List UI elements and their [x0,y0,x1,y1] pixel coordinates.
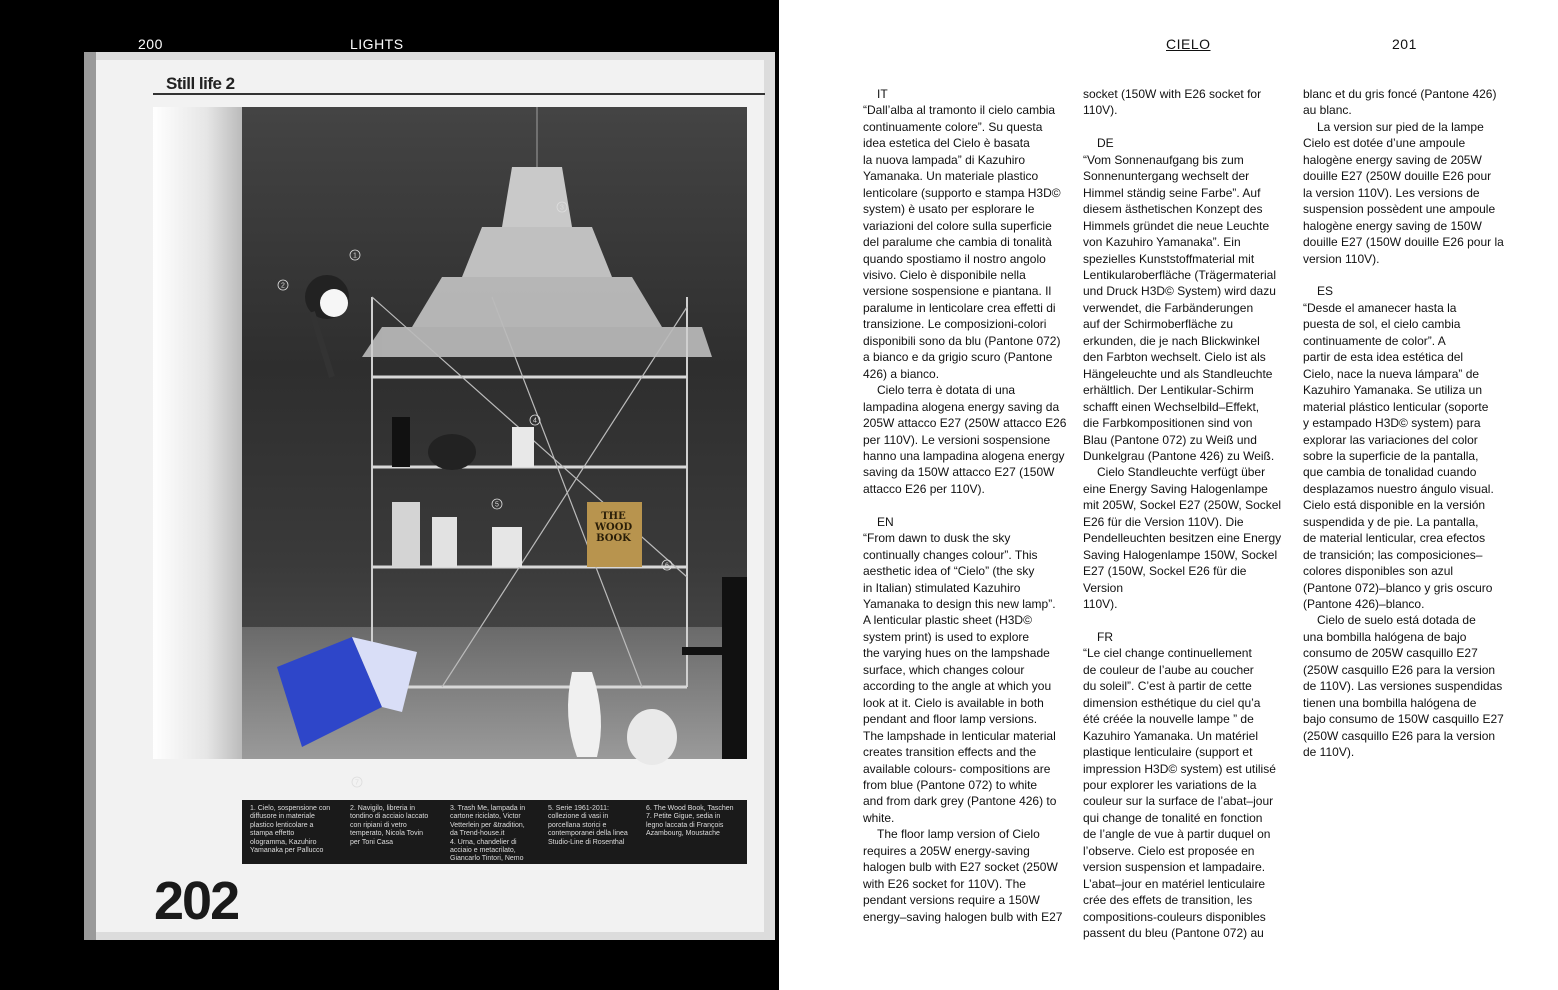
paragraph-de-2: Cielo Standleuchte verfügt über eine Energy Saving Halogenlampe mit 205W, Sockel E27 (250W, Sockel E26 für die Version 110V). Die Pendelleuchten besitzen eine Energy Saving Halogenlampe 150W, Sockel E27 (150W, Sockel E26 für die Version 110V). [1083,465,1282,612]
caption-4: 5. Serie 1961-2011: collezione di vasi in porcellana storici e contemporanei della linea Studio-Line di Rosenthal [548,805,628,846]
paragraph-en-continued: socket (150W with E26 socket for 110V). [1083,87,1262,118]
text-column-3 [1303,86,1509,761]
scan-heading: Still life 2 [166,74,235,93]
paragraph-fr-continued: blanc et du gris foncé (Pantone 426) au blanc. [1303,87,1497,118]
callout-number: 7 [355,779,359,787]
heading-rule [153,93,765,95]
callout-number: 3 [560,204,564,212]
paragraph-de-1: “Vom Sonnenaufgang bis zum Sonnenuntergang wechselt der Himmel ständig seine Farbe”. Auf diesem ästhetischen Konzept des Himmels gründet die neue Leuchte von Kazuhiro Yamanaka”. Ein spezielles Kunststoffmaterial mit Lentikularoberfläche (Trägermaterial und Druck H3D© System) wird dazu verwendet, die Farbänderungen auf der Schirmoberfläche zu erkunden, die je nach Blickwinkel den Farbton wechselt. Cielo ist als Hängeleuchte und als Standleuchte erhältlich. Der Lentikular-Schirm schafft einen Wechselbild–Effekt, die Farbkompositionen sind von Blau (Pantone 072) zu Weiß und Dunkelgrau (Pantone 426) zu Weiß. [1083,152,1276,463]
paragraph-fr-2: La version sur pied de la lampe Cielo est dotée d’une ampoule halogène energy saving de 205W douille E27 (250W douille E26 pour la version 110V). Les versions de suspension possèdent une ampoule halogène energy saving de 150W douille E27 (150W douille E26 pour la version 110V). [1303,119,1504,266]
callout-number: 1 [353,252,357,260]
callout-number: 6 [665,562,669,570]
scanned-magazine-page [84,52,775,940]
paragraph-es-2: Cielo de suelo está dotada de una bombilla halógena de bajo consumo de 205W casquillo E27 (250W casquillo E26 para la version de 110V). Las versiones suspendidas tienen una bombilla halógena de bajo consumo de 150W casquillo E27 (250W casquillo E26 para la version de 110V). [1303,613,1504,760]
caption-3: 3. Trash Me, lampada in cartone riciclato, Victor Vetterlein per &tradition, da Trend-house.it 4. Urna, chandelier di acciaio e metacrilato, Giancarlo Tintori, Nemo [450,805,526,863]
paragraph-it-1: “Dall’alba al tramonto il cielo cambia continuamente colore”. Su questa idea estetica del Cielo è basata la nuova lampada” di Kazuhiro Yamanaka. Un materiale plastico lenticolare (supporto e stampa H3D© system) è usato per esplorare le variazioni del colore sulla superficie del paralume che cambia di tonalità quando spostiamo il nostro angolo visivo. Cielo è disponibile nella versione sospensione e piantana. Il paralume in lenticolare crea effetti di transizione. Le composizioni-colori disponibili sono da blu (Pantone 072) a bianco e da grigio scuro (Pantone 426) a bianco. [863,103,1061,381]
right-page [779,0,1558,990]
page-edge-shadow [84,52,96,940]
scan-page-surface [96,60,764,932]
section-title-right: CIELO [1166,36,1211,52]
caption-5: 6. The Wood Book, Taschen 7. Petite Gigue, sedia in legno laccata di François Azambourg, Moustache [646,805,734,838]
caption-2: 2. Navigilo, libreria in tondino di acciaio laccato con ripiani di vetro temperato, Nicola Tovin per Toni Casa [350,805,429,846]
lang-label-it: IT [877,87,888,101]
text-column-1 [863,86,1069,925]
callout-number: 2 [281,282,285,290]
lang-label-de: DE [1097,136,1114,151]
wood-book-title: THE WOOD BOOK [594,511,633,544]
still-life-photo [242,107,747,787]
callout-number: 5 [495,501,499,509]
page-number-left: 200 [138,36,163,52]
section-title-left: LIGHTS [350,36,404,52]
lang-label-en: EN [877,514,894,529]
paragraph-es-1: “Desde el amanecer hasta la puesta de sol, el cielo cambia continuamente de color”. A partir de esta idea estética del Cielo, nace la nueva lámpara” de Kazuhiro Yamanaka. Se utiliza un material plástico lenticular (soporte y estampado H3D© system) para explorar las variaciones del color sobre la superficie de la pantalla, que cambia de tonalidad cuando desplazamos nuestro ángulo visual. Cielo está disponible en la versión suspendida y de pie. La pantalla, de material lenticular, crea efectos de transición; las composiciones– colores disponibles son azul (Pantone 072)–blanco y gris oscuro (Pantone 426)–blanco. [1303,300,1494,612]
paragraph-en-2: The floor lamp version of Cielo requires a 205W energy-saving halogen bulb with E27 socket (250W with E26 socket for 110V). The pendant versions require a 150W energy–saving halogen bulb with E27 [863,827,1063,924]
photo-window-light [153,107,242,759]
still-life-illustration [242,107,747,787]
lang-label-fr: FR [1097,629,1113,644]
callout-number: 4 [533,417,537,425]
photo-captions [242,800,747,864]
lang-label-es: ES [1317,284,1334,299]
paragraph-it-2: Cielo terra è dotata di una lampadina alogena energy saving da 205W attacco E27 (250W attacco E26 per 110V). Le versioni sospensione hanno una lampadina alogena energy saving da 150W attacco E27 (150W attacco E26 per 110V). [863,383,1067,496]
paragraph-fr-1: “Le ciel change continuellement de couleur de l’aube au coucher du soleil”. C’est à partir de cette dimension esthétique du ciel qu’a été créée la nouvelle lampe ” de Kazuhiro Yamanaka. Un matériel plastique lenticulaire (support et impression H3D© system) est utilisé pour explorer les variations de la couleur sur la surface de l’abat–jour qui change de tonalité en fonction de l’angle de vue à partir duquel on l’observe. Cielo est proposée en version suspension et lampadaire. L’abat–jour en matériel lenticulaire crée des effets de transition, les compositions-couleurs disponibles passent du bleu (Pantone 072) au [1083,646,1276,941]
paragraph-en-1: “From dawn to dusk the sky continually changes colour”. This aesthetic idea of “Cielo” (the sky in Italian) stimulated Kazuhiro Yamanaka to design this new lamp”. A lenticular plastic sheet (H3D© system print) is used to explore the varying hues on the lampshade surface, which changes colour according to the angle at which you look at it. Cielo is available in both pendant and floor lamp versions. The lampshade in lenticular material creates transition effects and the available colours- compositions are from blue (Pantone 072) to white and from dark grey (Pantone 426) to white. [863,531,1057,825]
text-column-2 [1083,86,1289,942]
scan-page-number: 202 [154,871,239,931]
chandelier-illustration [362,107,712,357]
page-number-right: 201 [1392,36,1417,52]
caption-1: 1. Cielo, sospensione con diffusore in materiale plastico lenticolare a stampa effetto ologramma, Kazuhiro Yamanaka per Pallucco [250,805,331,855]
